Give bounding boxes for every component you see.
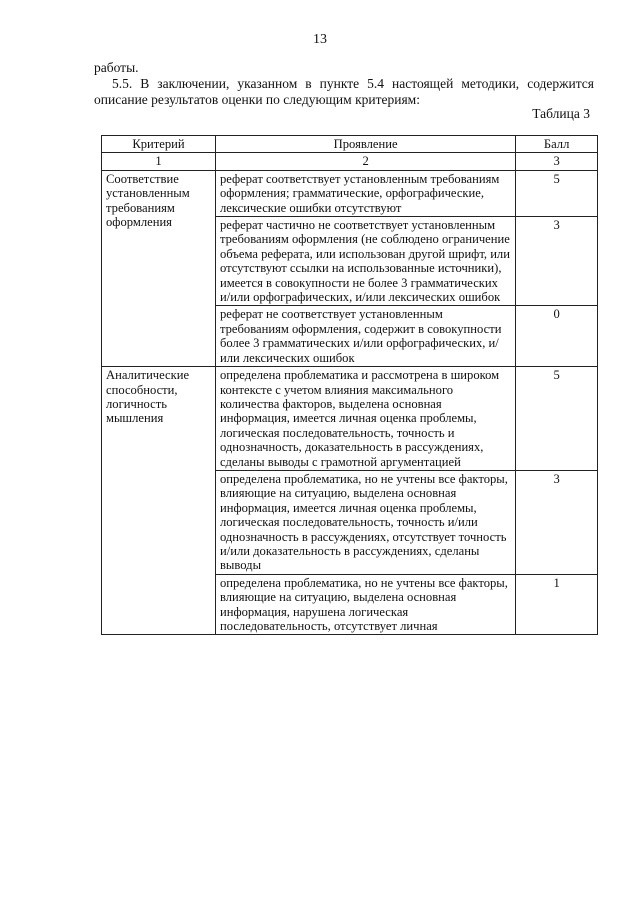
paragraph-5-5: 5.5. В заключении, указанном в пункте 5.4 настоящей методики, содержится описание результатов оценки по следующим критериям: <box>94 76 594 107</box>
header-criterion: Критерий <box>102 136 216 153</box>
header-manifestation: Проявление <box>215 136 515 153</box>
body-text <box>94 60 594 108</box>
description-cell: определена проблематика и рассмотрена в широком контексте с учетом влияния максимального количества факторов, выделена основная информация, имеется личная оценка проблемы, логическая последовательность, точность и однозначность, доказательность в рассуждениях, сделаны выводы с грамотной аргументацией <box>215 367 515 471</box>
table-row <box>102 170 598 216</box>
criteria-table <box>101 135 598 635</box>
table-row <box>102 367 598 471</box>
table-number-row <box>102 153 598 170</box>
criterion-cell: Соответствие установленным требованиям оформления <box>102 170 216 366</box>
column-number-1: 1 <box>102 153 216 170</box>
score-cell: 5 <box>516 367 598 471</box>
score-cell: 1 <box>516 574 598 635</box>
criterion-cell: Аналитические способности, логичность мышления <box>102 367 216 635</box>
table-header-row <box>102 136 598 153</box>
column-number-3: 3 <box>516 153 598 170</box>
description-cell: реферат не соответствует установленным требованиям оформления, содержит в совокупности более 3 грамматических и/или орфографических, и/или лексических ошибок <box>215 306 515 367</box>
description-cell: реферат частично не соответствует установленным требованиям оформления (не соблюдено ограничение объема реферата, или использован другой шрифт, или отсутствуют ссылки на использованные источники), имеется в совокупности не более 3 грамматических и/или орфографических, и/или лексических ошибок <box>215 217 515 306</box>
description-cell: реферат соответствует установленным требованиям оформления; грамматические, орфографические, лексические ошибки отсутствуют <box>215 170 515 216</box>
score-cell: 3 <box>516 470 598 574</box>
column-number-2: 2 <box>215 153 515 170</box>
paragraph-continuation: работы. <box>94 60 139 75</box>
page-number: 13 <box>313 32 327 47</box>
table-caption: Таблица 3 <box>532 106 590 121</box>
description-cell: определена проблематика, но не учтены все факторы, влияющие на ситуацию, выделена основная информация, нарушена логическая последовательность, отсутствует личная <box>215 574 515 635</box>
score-cell: 5 <box>516 170 598 216</box>
description-cell: определена проблематика, но не учтены все факторы, влияющие на ситуацию, выделена основная информация, имеется личная оценка проблемы, логическая последовательность, точность и/или однозначность в рассуждениях, отсутствует точность и/или доказательность в рассуждениях, сделаны выводы <box>215 470 515 574</box>
score-cell: 0 <box>516 306 598 367</box>
score-cell: 3 <box>516 217 598 306</box>
header-score: Балл <box>516 136 598 153</box>
